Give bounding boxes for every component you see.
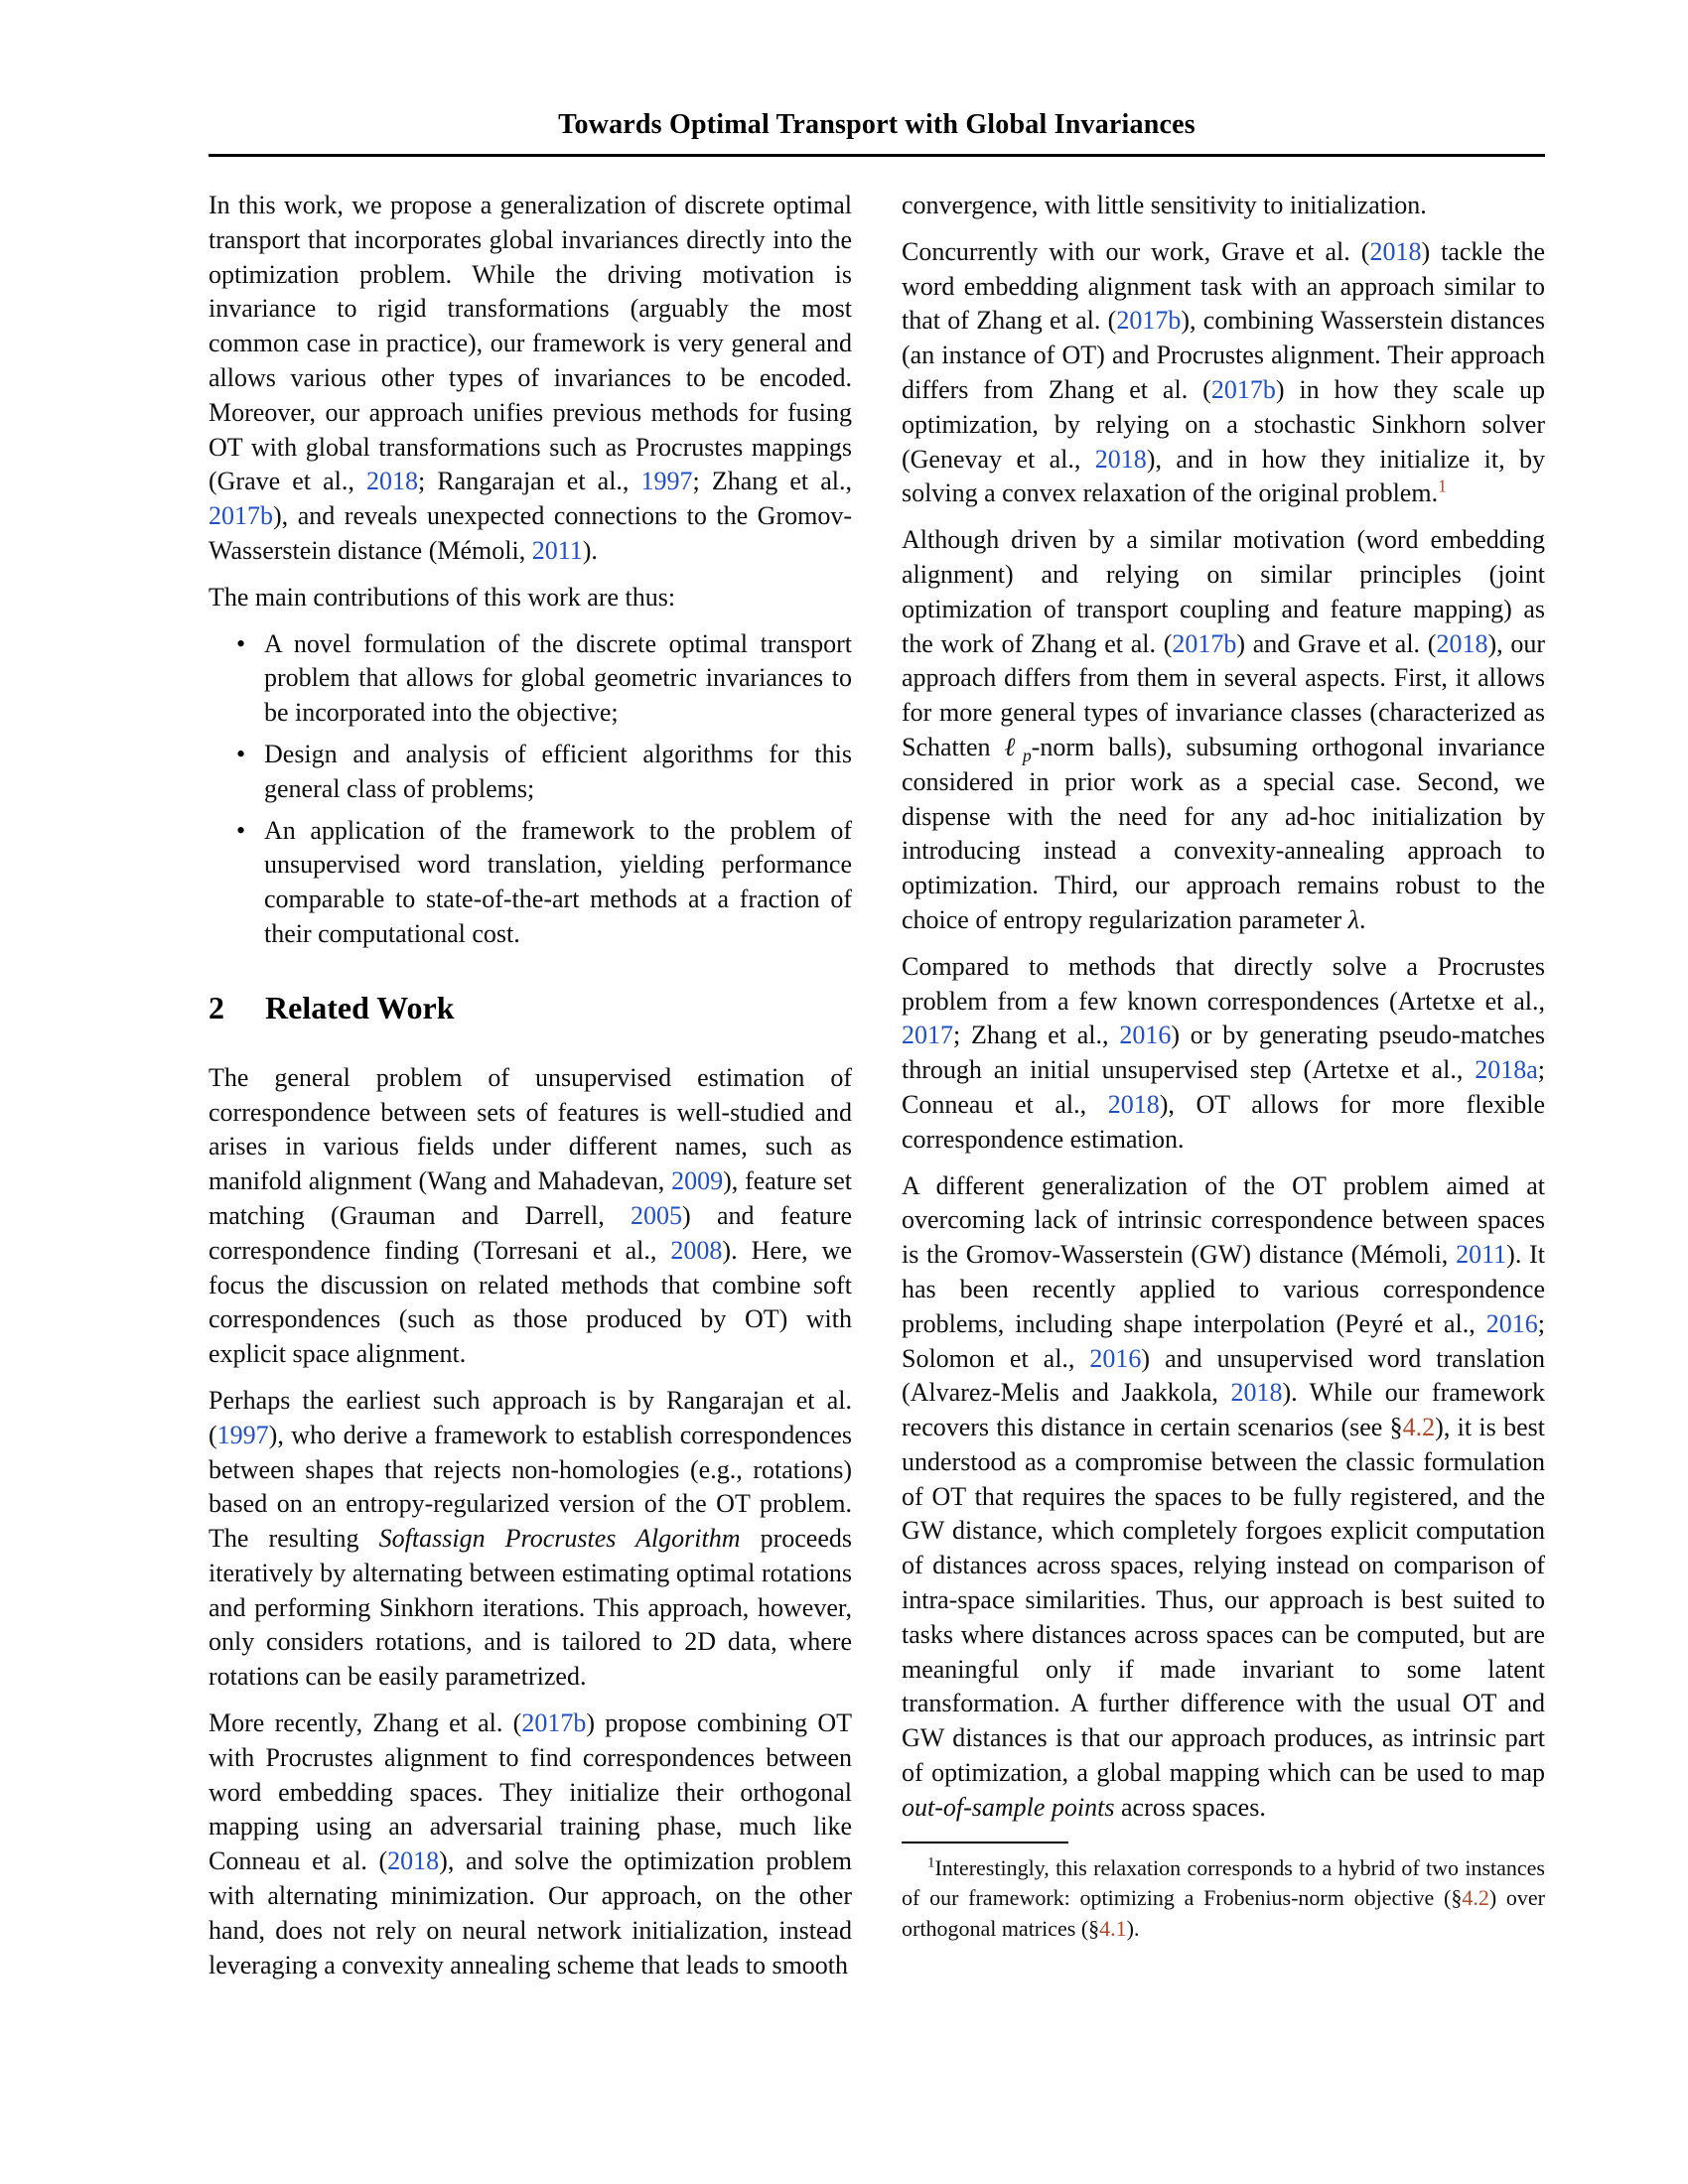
citation-link[interactable]: 2017b xyxy=(1210,374,1276,404)
text-run: proceeds iteratively by alternating between estimating optimal rotations and performing Sinkhorn iterations. This approach, however, only considers rotations, and is tailored to 2D data, where rotations can be easily parametrized. xyxy=(209,1524,852,1692)
paragraph xyxy=(902,523,1545,938)
text-run: ; Rangarajan et al., xyxy=(418,467,641,496)
text-run: ; Conneau et al., xyxy=(902,1055,1545,1119)
right-column xyxy=(902,189,1545,1944)
section-ref-link[interactable]: 4.2 xyxy=(1462,1885,1489,1911)
running-head-title: Towards Optimal Transport with Global Invariances xyxy=(558,109,1196,140)
text-run: ). While our framework recovers this distance in certain scenarios (see § xyxy=(902,1378,1545,1442)
list-item xyxy=(264,738,852,807)
citation-link[interactable]: 2005 xyxy=(631,1200,683,1230)
footnote-text xyxy=(902,1853,1545,1945)
citation-link[interactable]: 2018 xyxy=(1230,1378,1283,1408)
section-number: 2 xyxy=(209,989,224,1025)
citation-link[interactable]: 2018 xyxy=(387,1846,440,1876)
paragraph xyxy=(902,1169,1545,1826)
text-run: Perhaps the earliest such approach is by Rangarajan et al. ( xyxy=(209,1385,852,1449)
section-title: Related Work xyxy=(265,989,455,1025)
text-run: A different generalization of the OT problem aimed at overcoming lack of intrinsic correspondence between spaces is the Gromov-Wasserstein (GW) distance (Mémoli, xyxy=(902,1170,1545,1270)
subscript-text: p xyxy=(1022,746,1032,766)
citation-link[interactable]: 2017b xyxy=(1116,306,1182,336)
text-run: Although driven by a similar motivation (word embedding alignment) and relying on similar principles (joint optimization of transport coupling and feature mapping) as the work of Zhang et al. ( xyxy=(902,525,1545,658)
citation-link[interactable]: 2018 xyxy=(1094,444,1147,474)
text-run: ) tackle the word embedding alignment task with an approach similar to that of Zhang et al. ( xyxy=(902,236,1545,336)
text-run: ), and reveals unexpected connections to the Gromov-Wasserstein distance (Mémoli, xyxy=(209,501,852,565)
text-run: ), it is best understood as a compromise between the classic formulation of OT that requires the spaces to be fully registered, and the GW distance, which completely forgoes explicit computation of distances across spaces, relying instead on comparison of intra-space similarities. Thus, our approach is best suited to tasks where distances across spaces can be computed, but are meaningful only if made invariant to some latent transformation. A further difference with the usual OT and GW distances is that our approach produces, as intrinsic part of optimization, a global mapping which can be used to map xyxy=(902,1413,1545,1788)
text-run: ), and in how they initialize it, by solving a convex relaxation of the original problem. xyxy=(902,444,1545,508)
citation-link[interactable]: 2008 xyxy=(670,1235,723,1265)
text-run: Design and analysis of efficient algorithms for this general class of problems; xyxy=(264,739,852,803)
list-item xyxy=(264,814,852,952)
citation-link[interactable]: 2016 xyxy=(1089,1343,1142,1373)
paragraph xyxy=(902,189,1545,223)
text-run: . xyxy=(1358,904,1366,934)
paragraph xyxy=(902,235,1545,511)
text-run: Interestingly, this relaxation corresponds to a hybrid of two instances of our framework: optimizing a Frobenius-norm objective (§ xyxy=(902,1854,1545,1911)
citation-link[interactable]: 2018 xyxy=(366,467,418,496)
text-run: ) propose combining OT with Procrustes alignment to find correspondences between word embedding spaces. They initialize their orthogonal mapping using an adversarial training phase, much like Conneau et al. ( xyxy=(209,1708,852,1876)
text-run: Concurrently with our work, Grave et al. ( xyxy=(902,236,1370,266)
text-run: across spaces. xyxy=(1114,1792,1266,1822)
header-rule xyxy=(209,154,1545,157)
text-run: ) and unsupervised word translation (Alvarez-Melis and Jaakkola, xyxy=(902,1343,1545,1408)
citation-link[interactable]: 2017b xyxy=(1172,628,1237,658)
paragraph xyxy=(209,581,852,615)
citation-link[interactable]: 2018 xyxy=(1369,236,1422,266)
text-run: ). xyxy=(582,535,598,565)
citation-link[interactable]: 2009 xyxy=(671,1166,724,1196)
paragraph xyxy=(209,189,852,569)
text-run: ), feature set matching (Grauman and Darrell, xyxy=(209,1166,852,1230)
list-item xyxy=(264,627,852,731)
text-run: ). Here, we focus the discussion on related methods that combine soft correspondences (such as those produced by OT) with explicit space alignment. xyxy=(209,1235,852,1369)
citation-link[interactable]: 2018 xyxy=(1107,1089,1160,1119)
text-run: ) or by generating pseudo-matches through an initial unsupervised step (Artetxe et al., xyxy=(902,1021,1545,1085)
footnote xyxy=(902,1842,1545,1945)
citation-link[interactable]: 1997 xyxy=(640,467,693,496)
section-heading xyxy=(209,990,852,1025)
text-run: convergence, with little sensitivity to initialization. xyxy=(902,191,1427,219)
citation-link[interactable]: 2016 xyxy=(1485,1308,1538,1338)
text-run: ) and Grave et al. ( xyxy=(1236,628,1437,658)
citation-link[interactable]: 2018a xyxy=(1475,1055,1538,1085)
text-run: Compared to methods that directly solve a Procrustes problem from a few known correspondences (Artetxe et al., xyxy=(902,951,1545,1016)
paragraph xyxy=(209,1061,852,1372)
section-ref-link[interactable]: 4.2 xyxy=(1402,1413,1436,1442)
citation-link[interactable]: 2017b xyxy=(209,501,273,531)
contributions-list xyxy=(209,627,852,952)
footnote-ref-link[interactable]: 1 xyxy=(1438,476,1447,496)
citation-link[interactable]: 1997 xyxy=(216,1420,269,1449)
paragraph xyxy=(902,950,1545,1158)
text-run: ), OT allows for more flexible correspondence estimation. xyxy=(902,1089,1545,1154)
section-ref-link[interactable]: 4.1 xyxy=(1099,1915,1127,1941)
text-run: The general problem of unsupervised estimation of correspondence between sets of features is well-studied and arises in various fields under different names, such as manifold alignment (Wang and Mahadevan, xyxy=(209,1062,852,1196)
text-run: ). It has been recently applied to various correspondence problems, including shape interpolation (Peyré et al., xyxy=(902,1240,1546,1338)
citation-link[interactable]: 2011 xyxy=(531,535,583,565)
citation-link[interactable]: 2011 xyxy=(1456,1240,1507,1270)
text-run: ), who derive a framework to establish correspondences between shapes that rejects non-homologies (e.g., rotations) based on an entropy-regularized version of the OT problem. The resulting xyxy=(209,1420,852,1554)
text-run: A novel formulation of the discrete optimal transport problem that allows for global geometric invariances to be incorporated into the objective; xyxy=(264,628,852,728)
emphasis-text: ℓ xyxy=(1004,732,1023,761)
text-run: ) in how they scale up optimization, by relying on a stochastic Sinkhorn solver (Genevay et al., xyxy=(902,374,1545,474)
text-run: ; Zhang et al., xyxy=(953,1021,1120,1050)
emphasis-text: out-of-sample points xyxy=(902,1792,1115,1822)
text-run: In this work, we propose a generalization of discrete optimal transport that incorporates global invariances directly into the optimization problem. While the driving motivation is invariance to rigid transformations (arguably the most common case in practice), our framework is very general and allows various other types of invariances to be encoded. Moreover, our approach unifies previous methods for fusing OT with global transformations such as Procrustes mappings (Grave et al., xyxy=(209,191,852,496)
text-run: ). xyxy=(1126,1915,1140,1941)
text-run: ), our approach differs from them in several aspects. First, it allows for more general types of invariance classes (characterized as Schatten xyxy=(902,628,1546,761)
footnote-rule xyxy=(902,1842,1068,1843)
paragraph xyxy=(209,1384,852,1695)
text-run: The main contributions of this work are thus: xyxy=(209,582,676,612)
text-run: -norm balls), subsuming orthogonal invariance considered in prior work as a special case. Second, we dispense with the need for any ad-hoc initialization by introducing instead a convexity-annealing approach to optimization. Third, our approach remains robust to the choice of entropy regularization parameter xyxy=(902,732,1545,934)
text-run: An application of the framework to the problem of unsupervised word translation, yielding performance comparable to state-of-the-art methods at a fraction of their computational cost. xyxy=(264,815,852,948)
citation-link[interactable]: 2018 xyxy=(1436,628,1488,658)
citation-link[interactable]: 2016 xyxy=(1119,1021,1172,1050)
text-run: ), and solve the optimization problem with alternating minimization. Our approach, on the other hand, does not rely on neural network initialization, instead leveraging a convexity annealing scheme that leads to smooth xyxy=(209,1846,853,1979)
citation-link[interactable]: 2017 xyxy=(902,1021,953,1050)
text-run: ), combining Wasserstein distances (an instance of OT) and Procrustes alignment. Their approach differs from Zhang et al. ( xyxy=(902,306,1545,404)
citation-link[interactable]: 2017b xyxy=(521,1708,587,1738)
footnote-marker: 1 xyxy=(927,1854,935,1871)
left-column xyxy=(209,189,852,1994)
text-run: ; Zhang et al., xyxy=(692,467,852,496)
text-run: ; Solomon et al., xyxy=(902,1308,1545,1373)
emphasis-text: Softassign Procrustes Algorithm xyxy=(378,1524,741,1554)
text-run: ) and feature correspondence finding (Torresani et al., xyxy=(209,1200,852,1265)
text-run: More recently, Zhang et al. ( xyxy=(209,1708,522,1738)
paragraph xyxy=(209,1706,852,1982)
text-run: ) over orthogonal matrices (§ xyxy=(902,1885,1545,1941)
emphasis-text: λ xyxy=(1347,904,1359,934)
